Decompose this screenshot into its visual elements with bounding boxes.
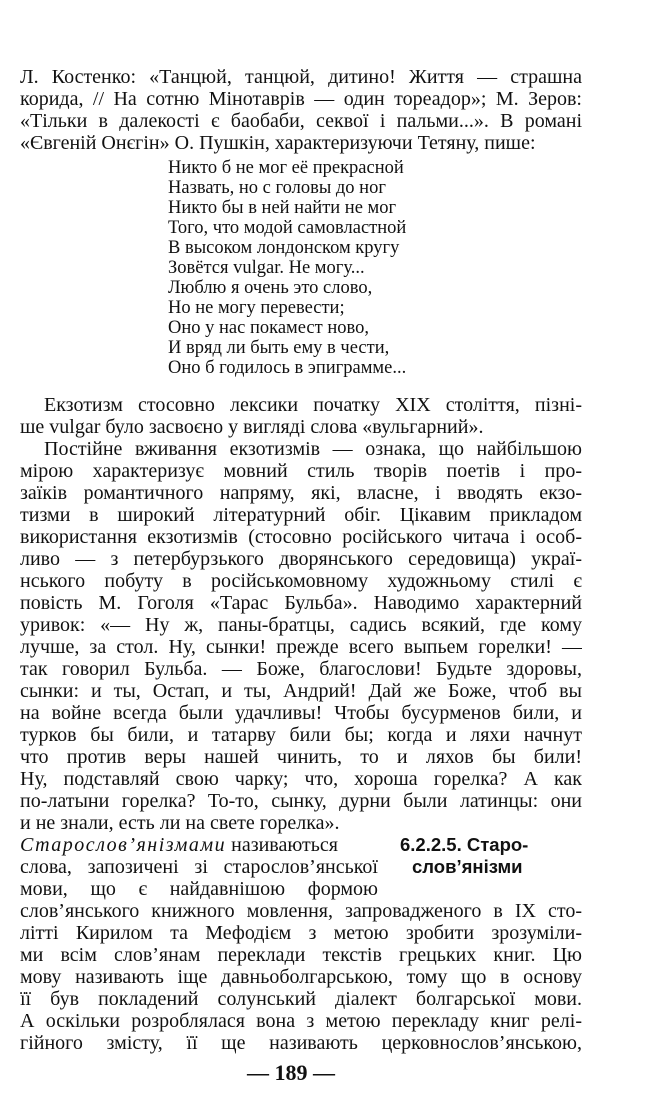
poem-line: Но не могу перевести; [168, 298, 345, 318]
text-line: її був покладений солунський діалект болгарської мови. [20, 988, 582, 1010]
poem-line: И вряд ли быть ему в чести, [168, 338, 390, 358]
poem-line: Никто б не мог её прекрасной [168, 158, 404, 178]
text-line: заїків романтичного напряму, які, власне, і вводять екзо- [20, 482, 582, 504]
text-line: Л. Костенко: «Танцюй, танцюй, дитино! Життя — страшна [20, 66, 582, 88]
text-line: мови, що є найдавнішою формою [20, 878, 378, 900]
text-line: Ну, подставляй свою чарку; что, хороша горелка? А как [20, 768, 582, 790]
text-line: лучше, за стол. Ну, сынки! прежде всего выпьем горелки! — [20, 636, 582, 658]
text-line: сынки: и ты, Остап, и ты, Андрий! Дай же Боже, чтоб вы [20, 680, 582, 702]
text-line: корида, // На сотню Мінотаврів — один тореадор»; М. Зеров: [20, 88, 582, 110]
text-fragment: називаються [226, 834, 338, 856]
poem-line: Назвать, но с головы до ног [168, 178, 386, 198]
text-line: ше vulgar було засвоєно у вигляді слова «вульгарний». [20, 416, 484, 438]
text-line: мірою характеризує мовний стиль творів поетів і про- [20, 460, 582, 482]
text-line: уривок: «— Ну ж, паны-братцы, садись всякий, где кому [20, 614, 582, 636]
text-line: по-латыни горелка? То-то, сынку, дурни были латинцы: они [20, 790, 582, 812]
text-line: ми всім слов’янам переклади текстів грецьких книг. Цю [20, 944, 582, 966]
poem-line: Оно у нас покамест ново, [168, 318, 369, 338]
text-line: слова, запозичені зі старослов’янської [20, 856, 378, 878]
text-line: літті Кирилом та Мефодієм з метою зробити зрозуміли- [20, 922, 582, 944]
text-line: нського побуту в російськомовному художньому стилі є [20, 570, 582, 592]
text-line: А оскільки розроблялася вона з метою перекладу книг релі- [20, 1010, 582, 1032]
poem-line: В высоком лондонском кругу [168, 238, 400, 258]
text-line: слов’янського книжного мовлення, запровадженого в IX сто- [20, 900, 582, 922]
section-heading: слов’янізми [412, 856, 523, 877]
text-line: мову називають іще давньоболгарською, тому що в основу [20, 966, 582, 988]
text-line: Постійне вживання екзотизмів — ознака, що найбільшою [44, 438, 582, 460]
poem-line: Зовётся vulgar. Не могу... [168, 258, 365, 278]
text-line: «Євгеній Онєгін» О. Пушкін, характеризуючи Тетяну, пише: [20, 132, 536, 154]
text-line: турков бы били, и татарву били бы; когда и ляхи начнут [20, 724, 582, 746]
text-line: что против веры нашей чинить, то и ляхов бы били! [20, 746, 582, 768]
text-line: тизми в широкий літературний обіг. Цікавим прикладом [20, 504, 582, 526]
text-line: на войне всегда были удачливы! Чтобы бусурменов били, и [20, 702, 582, 724]
text-line: «Тільки в далекості є баобаби, секвої і пальми...». В романі [20, 110, 582, 132]
text-line: використання екзотизмів (стосовно російського читача і особ- [20, 526, 582, 548]
text-line [20, 834, 378, 856]
term: Старослов’янізмами [20, 834, 227, 856]
text-line: гійного змісту, її ще називають церковнослов’янською, [20, 1032, 582, 1054]
text-line: Екзотизм стосовно лексики початку XIX століття, пізні- [44, 394, 582, 416]
poem-line: Оно б годилось в эпиграмме... [168, 358, 407, 378]
text-line: ливо — з петербурзького дворянського середовища) украї- [20, 548, 582, 570]
text-line: так говорил Бульба. — Боже, благослови! Будьте здоровы, [20, 658, 582, 680]
poem-line: Того, что модой самовластной [168, 218, 407, 238]
text-line: и не знали, есть ли на свете горелка». [20, 812, 340, 834]
text-line: повість М. Гоголя «Тарас Бульба». Наводимо характерний [20, 592, 582, 614]
poem-line: Люблю я очень это слово, [168, 278, 373, 298]
section-heading: 6.2.2.5. Старо- [400, 834, 529, 855]
page-number: — 189 — [247, 1060, 335, 1085]
poem-line: Никто бы в ней найти не мог [168, 198, 397, 218]
